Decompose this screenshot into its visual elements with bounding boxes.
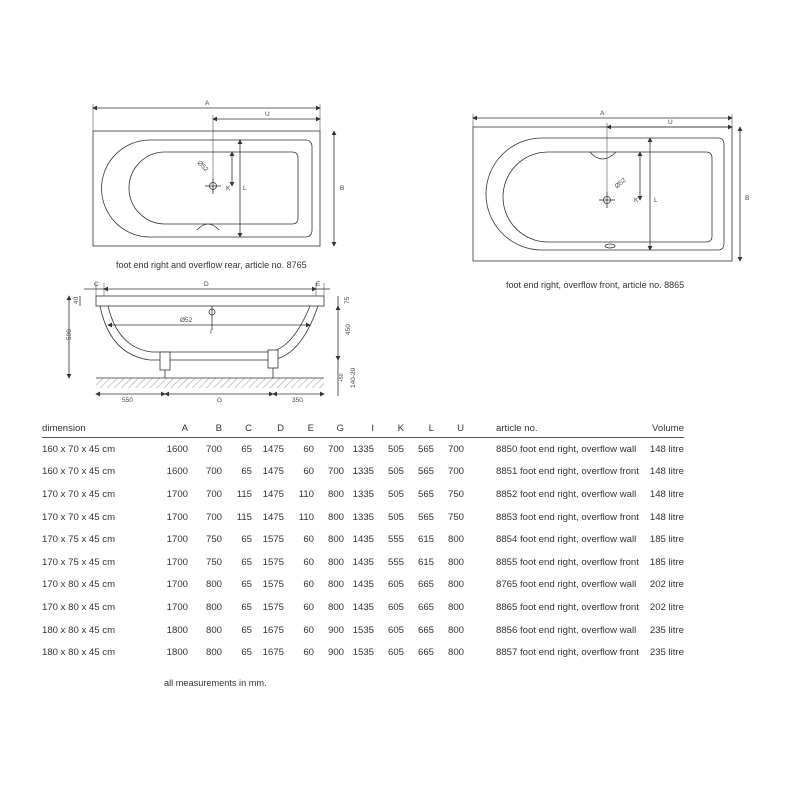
cell-k: 605: [387, 647, 404, 659]
cell-a: 1800: [166, 624, 188, 636]
cell-b: 750: [205, 556, 222, 568]
cell-l: 565: [417, 443, 434, 455]
cell-i: 1435: [352, 556, 374, 568]
cell-b: 800: [205, 601, 222, 613]
cell-volume: 235 litre: [649, 624, 684, 636]
cell-a: 1700: [166, 488, 188, 500]
cell-g: 700: [327, 443, 344, 455]
cell-i: 1435: [352, 534, 374, 546]
cell-article-no: 8856 foot end right, overflow wall: [496, 624, 637, 636]
cell-l: 665: [417, 601, 434, 613]
header-d: D: [252, 420, 284, 438]
header-dimension: dimension: [42, 420, 160, 438]
cell-c: 65: [241, 466, 252, 478]
cell-i: 1435: [352, 579, 374, 591]
drain-diameter-label: Ø52: [195, 159, 210, 174]
drain-diameter-label: Ø52: [613, 176, 628, 191]
header-volume: Volume: [644, 420, 684, 438]
dim-label-40: 40: [73, 296, 80, 304]
cell-g: 900: [327, 647, 344, 659]
cell-b: 800: [205, 579, 222, 591]
cell-g: 900: [327, 624, 344, 636]
cell-c: 65: [241, 443, 252, 455]
dim-label-k: K: [634, 197, 639, 204]
cell-l: 665: [417, 624, 434, 636]
cell-l: 615: [417, 556, 434, 568]
cell-u: 700: [447, 443, 464, 455]
cell-e: 60: [303, 443, 314, 455]
cell-l: 565: [417, 511, 434, 523]
cell-i: 1435: [352, 601, 374, 613]
caption-overflow-rear: foot end right and overflow rear, article no. 8765: [116, 260, 307, 270]
cell-g: 800: [327, 579, 344, 591]
cell-g: 800: [327, 488, 344, 500]
cell-l: 665: [417, 647, 434, 659]
dim-label-b: B: [340, 185, 345, 192]
cell-b: 700: [205, 511, 222, 523]
cell-d: 1675: [262, 647, 284, 659]
cell-u: 800: [447, 534, 464, 546]
cell-c: 65: [241, 624, 252, 636]
header-k: K: [374, 420, 404, 438]
header-i: I: [344, 420, 374, 438]
cell-a: 1700: [166, 579, 188, 591]
cell-d: 1675: [262, 624, 284, 636]
cell-volume: 148 litre: [649, 488, 684, 500]
cell-volume: 235 litre: [649, 647, 684, 659]
dim-label-plus-50: +50: [339, 373, 345, 382]
dim-label-75: 75: [344, 296, 351, 304]
cell-g: 800: [327, 556, 344, 568]
cell-article-no: 8850 foot end right, overflow wall: [496, 443, 637, 455]
cell-dimension: 170 x 80 x 45 cm: [42, 579, 116, 591]
cell-k: 505: [387, 443, 404, 455]
cell-dimension: 180 x 80 x 45 cm: [42, 624, 116, 636]
cell-l: 665: [417, 579, 434, 591]
cell-u: 800: [447, 601, 464, 613]
dim-label-d: D: [204, 281, 209, 288]
cell-e: 60: [303, 601, 314, 613]
cell-dimension: 170 x 70 x 45 cm: [42, 511, 116, 523]
cell-d: 1575: [262, 534, 284, 546]
table-row: [42, 483, 684, 506]
cell-d: 1575: [262, 601, 284, 613]
dim-label-l: L: [654, 197, 658, 204]
header-b: B: [188, 420, 222, 438]
cell-k: 505: [387, 511, 404, 523]
cell-l: 565: [417, 488, 434, 500]
cell-e: 60: [303, 579, 314, 591]
cell-volume: 202 litre: [649, 579, 684, 591]
cell-a: 1700: [166, 511, 188, 523]
dim-label-k: K: [226, 185, 231, 192]
header-article-no: article no.: [464, 420, 644, 438]
table-row: [42, 574, 684, 597]
cell-volume: 202 litre: [649, 601, 684, 613]
cell-k: 605: [387, 579, 404, 591]
cell-u: 750: [447, 488, 464, 500]
cell-i: 1335: [352, 466, 374, 478]
cell-g: 800: [327, 601, 344, 613]
drain-diameter-label: Ø52: [180, 317, 193, 324]
cell-article-no: 8855 foot end right, overflow front: [496, 556, 639, 568]
cell-u: 700: [447, 466, 464, 478]
header-a: A: [160, 420, 188, 438]
table-row: [42, 461, 684, 484]
cell-d: 1575: [262, 556, 284, 568]
table-row: [42, 596, 684, 619]
table-row: [42, 438, 684, 461]
dim-label-a: A: [600, 110, 605, 117]
plan-view-overflow-front: [473, 114, 740, 261]
cell-c: 65: [241, 579, 252, 591]
cell-i: 1535: [352, 624, 374, 636]
cell-k: 505: [387, 466, 404, 478]
cell-k: 505: [387, 488, 404, 500]
cell-dimension: 160 x 70 x 45 cm: [42, 443, 116, 455]
cell-e: 60: [303, 556, 314, 568]
cell-e: 110: [298, 511, 314, 523]
dim-label-u: U: [668, 119, 673, 126]
cell-b: 800: [205, 624, 222, 636]
cell-e: 60: [303, 466, 314, 478]
cell-article-no: 8851 foot end right, overflow front: [496, 466, 639, 478]
cell-l: 565: [417, 466, 434, 478]
dim-label-c: C: [94, 281, 99, 288]
cell-volume: 148 litre: [649, 466, 684, 478]
dim-label-a: A: [205, 100, 210, 107]
cell-dimension: 170 x 75 x 45 cm: [42, 534, 116, 546]
cell-volume: 185 litre: [649, 534, 684, 546]
cell-dimension: 160 x 70 x 45 cm: [42, 466, 116, 478]
dim-label-e: E: [316, 281, 321, 288]
caption-overflow-front: foot end right, overflow front, article no. 8865: [506, 280, 685, 290]
cell-e: 60: [303, 624, 314, 636]
cell-c: 115: [236, 488, 252, 500]
cell-b: 700: [205, 443, 222, 455]
header-l: L: [404, 420, 434, 438]
cell-dimension: 170 x 70 x 45 cm: [42, 488, 116, 500]
cell-i: 1535: [352, 647, 374, 659]
cell-e: 110: [298, 488, 314, 500]
cell-dimension: 170 x 80 x 45 cm: [42, 601, 116, 613]
cell-a: 1800: [166, 647, 188, 659]
dim-label-l: L: [243, 185, 247, 192]
cell-volume: 148 litre: [649, 511, 684, 523]
cell-u: 800: [447, 579, 464, 591]
dim-label-350: 350: [292, 397, 303, 404]
cell-u: 800: [447, 624, 464, 636]
cell-k: 605: [387, 624, 404, 636]
dimensions-table: [42, 420, 684, 664]
cell-a: 1600: [166, 466, 188, 478]
header-u: U: [434, 420, 464, 438]
cell-d: 1475: [262, 511, 284, 523]
cell-b: 700: [205, 466, 222, 478]
cell-b: 750: [205, 534, 222, 546]
cell-article-no: 8857 foot end right, overflow front: [496, 647, 639, 659]
cell-article-no: 8853 foot end right, overflow front: [496, 511, 639, 523]
cell-g: 700: [327, 466, 344, 478]
plan-view-overflow-rear: [93, 104, 334, 246]
cell-d: 1475: [262, 466, 284, 478]
cell-i: 1335: [352, 511, 374, 523]
dim-label-b: B: [745, 195, 750, 202]
cell-volume: 148 litre: [649, 443, 684, 455]
dim-label-450: 450: [345, 324, 352, 335]
cell-g: 800: [327, 534, 344, 546]
cell-e: 60: [303, 647, 314, 659]
dim-label-g: G: [217, 397, 223, 404]
header-c: C: [222, 420, 252, 438]
cell-d: 1475: [262, 443, 284, 455]
dim-label-590: 590: [66, 329, 73, 340]
cell-a: 1700: [166, 556, 188, 568]
cell-c: 65: [241, 534, 252, 546]
dim-label-i: I: [210, 329, 212, 336]
cell-k: 555: [387, 556, 404, 568]
cell-b: 800: [205, 647, 222, 659]
dim-label-550: 550: [122, 397, 133, 404]
cell-a: 1700: [166, 534, 188, 546]
cell-article-no: 8765 foot end right, overflow wall: [496, 579, 637, 591]
header-e: E: [284, 420, 314, 438]
table-row: [42, 506, 684, 529]
cell-article-no: 8865 foot end right, overflow front: [496, 601, 639, 613]
cell-article-no: 8854 foot end right, overflow wall: [496, 534, 637, 546]
table-row: [42, 528, 684, 551]
cell-u: 750: [447, 511, 464, 523]
cell-c: 115: [236, 511, 252, 523]
header-g: G: [314, 420, 344, 438]
table-row: [42, 641, 684, 664]
dim-label-140-20: 140-20: [350, 367, 357, 388]
cell-u: 800: [447, 556, 464, 568]
cell-k: 605: [387, 601, 404, 613]
cell-l: 615: [417, 534, 434, 546]
cell-d: 1475: [262, 488, 284, 500]
table-header-row: [42, 420, 684, 438]
cell-k: 555: [387, 534, 404, 546]
cell-c: 65: [241, 601, 252, 613]
cell-e: 60: [303, 534, 314, 546]
table-row: [42, 619, 684, 642]
cell-article-no: 8852 foot end right, overflow wall: [496, 488, 637, 500]
cell-c: 65: [241, 647, 252, 659]
cell-d: 1575: [262, 579, 284, 591]
cell-c: 65: [241, 556, 252, 568]
cell-g: 800: [327, 511, 344, 523]
cell-i: 1335: [352, 443, 374, 455]
table-row: [42, 551, 684, 574]
cell-i: 1335: [352, 488, 374, 500]
cell-volume: 185 litre: [649, 556, 684, 568]
cell-b: 700: [205, 488, 222, 500]
cell-dimension: 180 x 80 x 45 cm: [42, 647, 116, 659]
side-elevation: [69, 283, 338, 396]
cell-a: 1600: [166, 443, 188, 455]
cell-u: 800: [447, 647, 464, 659]
dim-label-u: U: [265, 111, 270, 118]
cell-a: 1700: [166, 601, 188, 613]
cell-dimension: 170 x 75 x 45 cm: [42, 556, 116, 568]
measurement-note: all measurements in mm.: [164, 678, 267, 688]
